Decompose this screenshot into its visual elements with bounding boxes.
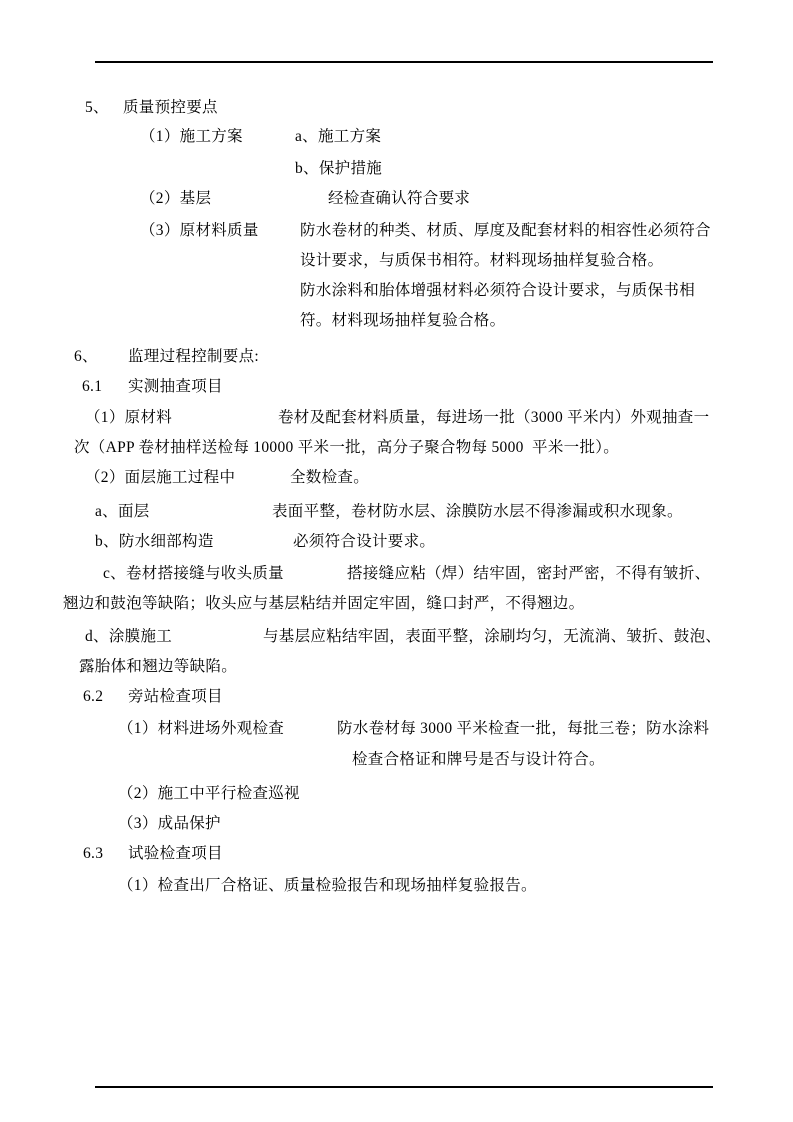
doc-text-line-segment: （2）基层 [140,190,212,207]
doc-text-line-segment: （1）材料进场外观检查 [118,720,285,737]
doc-text-line-segment: 5、 [85,99,109,116]
doc-text-line-segment: 设计要求，与质保书相符。材料现场抽样复验合格。 [300,252,664,269]
doc-text-line-segment: a、面层 [95,503,150,520]
doc-text-line-segment: a、施工方案 [295,128,382,145]
doc-text-line-segment: 防水涂料和胎体增强材料必须符合设计要求，与质保书相 [300,282,696,299]
doc-text-line-segment: 6.2 [83,688,104,705]
doc-text-line-segment: 6、 [74,348,98,365]
doc-text-line-segment: 检查合格证和牌号是否与设计符合。 [352,751,605,768]
doc-text-line-segment: 经检查确认符合要求 [328,190,471,207]
doc-text-line-segment: 实测抽查项目 [128,378,223,395]
doc-text-line-segment: b、防水细部构造 [95,533,214,550]
doc-text-line-segment: 试验检查项目 [128,845,223,862]
doc-text-line-segment: 旁站检查项目 [128,688,223,705]
doc-text-line-segment: 质量预控要点 [123,99,218,116]
doc-text-line-segment: 符。材料现场抽样复验合格。 [300,312,506,329]
doc-text-line-segment: 露胎体和翘边等缺陷。 [79,658,238,675]
doc-text-line-segment: （2）面层施工过程中 [85,469,236,486]
doc-text-line-segment: （2）施工中平行检查巡视 [118,785,300,802]
doc-text-line-segment: （1）施工方案 [140,128,243,145]
doc-text-line-segment: 搭接缝应粘（焊）结牢固，密封严密，不得有皱折、 [347,565,711,582]
doc-text-line-segment: （3）成品保护 [118,815,221,832]
doc-text-line-segment: 次（APP 卷材抽样送检每 10000 平米一批，高分子聚合物每 5000 平米一批）。 [74,439,620,456]
doc-text-line-segment: 6.1 [82,378,103,395]
doc-text-line-segment: b、保护措施 [295,160,383,177]
doc-text-line-segment: （1）检查出厂合格证、质量检验报告和现场抽样复验报告。 [118,877,537,894]
doc-text-line-segment: c、卷材搭接缝与收头质量 [103,565,284,582]
doc-text-line-segment: （1）原材料 [85,409,173,426]
doc-text-line-segment: 表面平整，卷材防水层、涂膜防水层不得渗漏或积水现象。 [272,503,683,520]
doc-text-line-segment: 防水卷材每 3000 平米检查一批，每批三卷；防水涂料 [337,720,710,737]
footer-rule [95,1086,713,1088]
doc-text-line-segment: d、涂膜施工 [85,628,173,645]
header-rule [95,61,713,63]
doc-text-line-segment: 必须符合设计要求。 [293,533,436,550]
doc-text-line-segment: 卷材及配套材料质量，每进场一批（3000 平米内）外观抽查一 [278,409,710,426]
doc-text-line-segment: 翘边和鼓泡等缺陷；收头应与基层粘结并固定牢固，缝口封严，不得翘边。 [63,595,585,612]
doc-text-line-segment: 与基层应粘结牢固，表面平整，涂刷均匀，无流淌、皱折、鼓泡、 [263,628,722,645]
doc-text-line-segment: 监理过程控制要点: [128,348,260,365]
doc-text-line-segment: 防水卷材的种类、材质、厚度及配套材料的相容性必须符合 [300,222,711,239]
doc-text-line-segment: 6.3 [83,845,104,862]
doc-text-line-segment: （3）原材料质量 [140,222,259,239]
doc-text-line-segment: 全数检查。 [290,469,370,486]
